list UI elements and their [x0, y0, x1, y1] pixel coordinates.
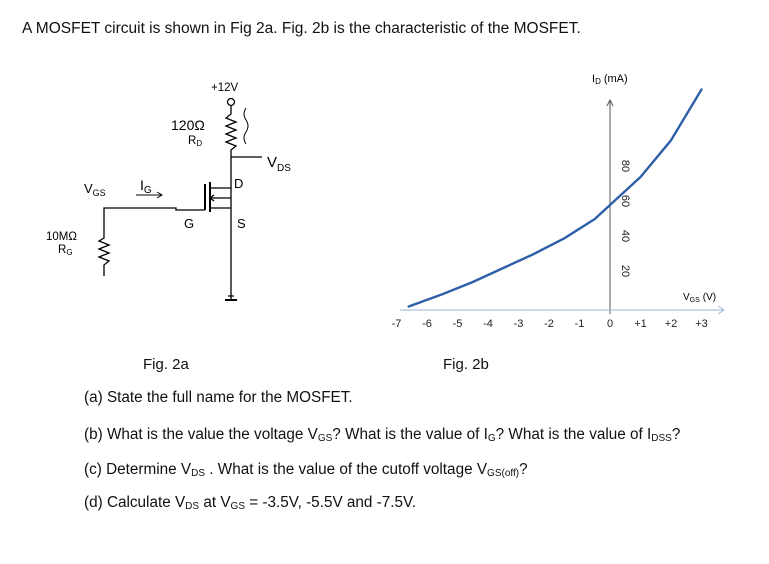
x-tick-label: -1 [574, 318, 585, 330]
drain-label: D [234, 176, 244, 191]
vgs-label: $V_{GS}$ [84, 181, 106, 198]
x-tick-label: -2 [544, 318, 554, 330]
ig-label: $I_G$ [140, 177, 152, 196]
x-tick-label: -3 [513, 318, 524, 330]
question-a: (a) State the full name for the MOSFET. [84, 389, 353, 406]
series-line [409, 90, 702, 307]
drain-wire [218, 157, 231, 188]
vds-label: $V_{DS}$ [267, 154, 291, 174]
x-tick-label: -5 [452, 318, 463, 330]
y-axis-label: ID (mA) [592, 73, 628, 86]
x-tick-label: 0 [606, 318, 614, 330]
circuit-labels [46, 82, 291, 257]
x-tick-label: +3 [695, 318, 708, 330]
y-tick-label: 60 [619, 194, 631, 208]
supply-terminal [228, 99, 235, 106]
rd-label: RD [188, 135, 203, 148]
caption-fig-2b: Fig. 2b [443, 356, 489, 373]
question-b: (b) What is the value the voltage $V_{GS}$? What is the value of $I_G$? What is the value of $I_{DSS}$? [84, 426, 681, 444]
rg-label: RG [58, 244, 73, 257]
x-tick-label: -4 [483, 318, 493, 330]
x-axis-label: $V_{GS}$ (V) [683, 292, 717, 304]
supply-label: +12V [211, 82, 239, 94]
gate-label: G [184, 216, 195, 231]
question-d: (d) Calculate $V_{DS}$ at $V_{GS} = -3.5V$, -5.5V and -7.5V. [84, 494, 417, 512]
x-tick-label: -7 [391, 318, 402, 330]
x-tick-label: -6 [422, 318, 432, 330]
question-c: (c) Determine $V_{DS}$ . What is the value of the cutoff voltage $V_{GS(off)}$? [84, 461, 528, 479]
rd-arrow-mark [244, 108, 248, 144]
x-tick-label: +2 [664, 318, 678, 330]
y-tick-label: 20 [619, 264, 631, 278]
rg-value: 10MΩ [46, 231, 77, 243]
caption-fig-2a: Fig. 2a [143, 356, 189, 373]
source-label: S [237, 216, 246, 231]
question-intro: A MOSFET circuit is shown in Fig 2a. Fig. 2b is the characteristic of the MOSFET. [22, 20, 581, 37]
drain-resistor [226, 106, 236, 157]
y-tick-label: 80 [619, 159, 631, 173]
gate-resistor [99, 232, 109, 276]
transfer-characteristic-chart [392, 73, 724, 330]
x-tick-label: +1 [634, 318, 647, 330]
y-tick-label: 40 [619, 229, 631, 243]
rd-value: 120Ω [171, 117, 205, 133]
